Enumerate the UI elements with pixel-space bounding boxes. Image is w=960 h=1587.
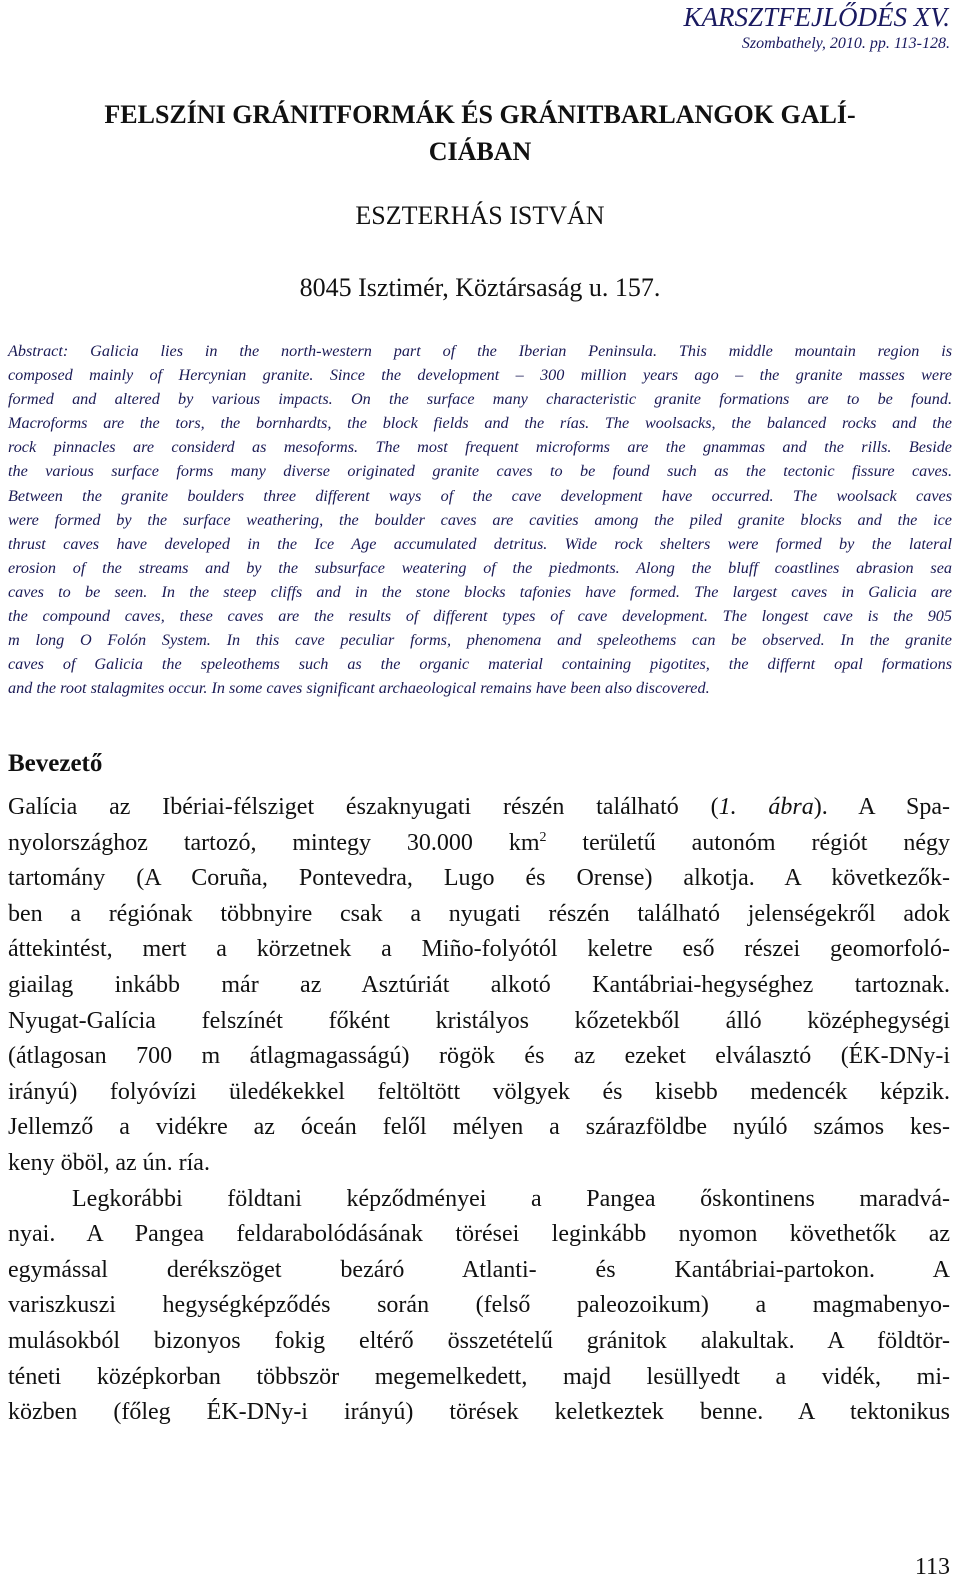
abstract-line: thrust caves have developed in the Ice Age accumulated detritus. Wide rock shelters were formed by the lateral: [8, 534, 952, 553]
abstract: [8, 339, 952, 700]
paper-title: [0, 96, 960, 170]
abstract-line: formed and altered by various impacts. On the surface many characteristic granite formations are to be found.: [8, 390, 952, 409]
body-line-part: területű autonóm régiót négy: [546, 829, 950, 856]
author-name: ESZTERHÁS ISTVÁN: [355, 201, 605, 230]
body-line: [8, 826, 950, 862]
journal-name: KARSZTFEJLŐDÉS XV.: [683, 2, 950, 32]
body-line: keny öböl, az ún. ría.: [8, 1149, 210, 1176]
body-line: téneti középkorban többször megemelkedett, majd lesüllyedt a vidék, mi-: [8, 1363, 950, 1390]
page-number: 113: [914, 1554, 950, 1580]
body-line-part: Galícia az Ibériai-félsziget északnyugati részén található (: [8, 794, 719, 820]
figure-reference[interactable]: 1. ábra: [718, 794, 814, 820]
body-line: Nyugat-Galícia felszínét főként kristályos kőzetekből álló középhegységi: [8, 1007, 950, 1034]
journal-citation: Szombathely, 2010. pp. 113-128.: [741, 35, 950, 52]
abstract-line: Abstract: Galicia lies in the north-western part of the Iberian Peninsula. This middle mountain region is: [8, 342, 952, 360]
body-line: Legkorábbi földtani képződményei a Pangea őskontinens maradvá-: [72, 1185, 950, 1212]
title-line: FELSZÍNI GRÁNITFORMÁK ÉS GRÁNITBARLANGOK GALÍ-: [104, 100, 856, 129]
abstract-line: rock pinnacles are considerd as mesoforms. The most frequent microforms are the gnammas and the rills. Beside: [8, 438, 952, 457]
abstract-line: caves to be seen. In the steep cliffs and in the stone blocks tafonies have formed. The largest caves in Galicia are: [8, 582, 952, 601]
abstract-line: and the root stalagmites occur. In some caves significant archaeological remains have been also discovered.: [8, 679, 710, 698]
abstract-line: were formed by the surface weathering, the boulder caves are cavities among the piled granite blocks and the ice: [8, 510, 952, 529]
body-line: ben a régiónak többnyire csak a nyugati részén található jelenségekről adok: [8, 900, 950, 927]
body-line: tartomány (A Coruña, Pontevedra, Lugo és Orense) alkotja. A következők-: [8, 865, 950, 892]
body-line: egymással derékszöget bezáró Atlanti- és Kantábriai-partokon. A: [8, 1256, 950, 1283]
abstract-line: composed mainly of Hercynian granite. Since the development – 300 million years ago – the granite masses were: [8, 366, 952, 385]
section-heading: Bevezető: [8, 750, 103, 777]
title-line: CIÁBAN: [428, 137, 532, 166]
body-text: [8, 790, 950, 1431]
author-address: 8045 Isztimér, Köztársaság u. 157.: [299, 273, 661, 302]
superscript: 2: [539, 829, 547, 845]
body-line: giailag inkább már az Asztúriát alkotó Kantábriai-hegységhez tartoznak.: [8, 971, 950, 998]
abstract-line: Macroforms are the tors, the bornhardts, the block fields and the rías. The woolsacks, the balanced rocks and the: [8, 414, 952, 433]
body-line: nyai. A Pangea feldarabolódásának törései leginkább nyomon követhetők az: [8, 1221, 950, 1248]
journal-header: [683, 2, 950, 54]
body-line: variszkuszi hegységképződés során (felső paleozoikum) a magmabenyo-: [8, 1292, 950, 1319]
abstract-line: erosion of the streams and by the subsurface weatering of the piedmonts. Along the bluff coastlines abrasion sea: [8, 558, 952, 577]
body-line: irányú) folyóvízi üledékekkel feltöltött völgyek és kisebb medencék képzik.: [8, 1078, 950, 1105]
body-line: [8, 790, 950, 826]
body-line: (átlagosan 700 m átlagmagasságú) rögök és az ezeket elválasztó (ÉK-DNy-i: [8, 1043, 950, 1070]
abstract-line: m long O Folón System. In this cave peculiar forms, phenomena and speleothems can be observed. In the granite: [8, 631, 952, 650]
body-line-part: ). A Spa-: [813, 794, 951, 820]
body-line: áttekintést, mert a körzetnek a Miño-folyótól keletre eső részei geomorfoló-: [8, 936, 950, 963]
body-line: mulásokból bizonyos fokig eltérő összetételű gránitok alakultak. A földtör-: [8, 1327, 950, 1354]
abstract-line: caves of Galicia the speleothems such as the organic material containing pigotites, the differnt opal formations: [8, 655, 952, 674]
body-line-part: nyolországhoz tartozó, mintegy 30.000 km: [8, 829, 540, 856]
abstract-line: the various surface forms many diverse originated granite caves to be found such as the tectonic fissure caves.: [8, 462, 952, 481]
body-line: közben (főleg ÉK-DNy-i irányú) törések keletkeztek benne. A tektonikus: [8, 1399, 950, 1426]
abstract-line: Between the granite boulders three different ways of the cave development have occurred. The woolsack caves: [8, 486, 952, 505]
abstract-line: the compound caves, these caves are the results of different types of cave development. The longest cave is the 905: [8, 607, 952, 626]
body-line: Jellemző a vidékre az óceán felől mélyen a szárazföldbe nyúló számos kes-: [8, 1114, 950, 1141]
